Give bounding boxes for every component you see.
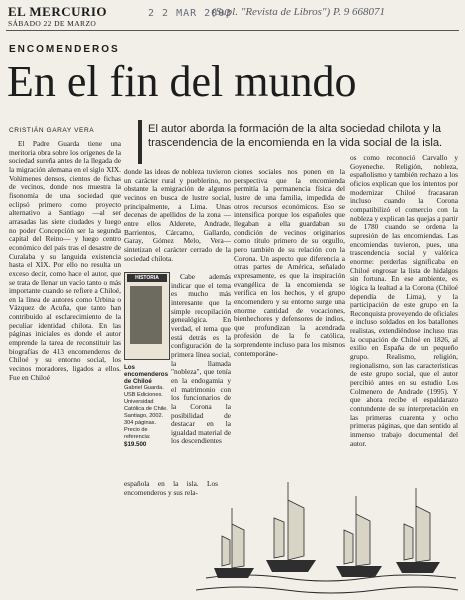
galleons-illustration [196,468,458,600]
section-label: ENCOMENDEROS [9,44,120,55]
masthead-rule [6,30,459,31]
article-column-2b [171,273,231,478]
paragraph: Cabe además indicar que el tema es mucho más interesante que la simple recopilación genealógica. En verdad, el tema que está detrás es la configuración de la primera línea social, la llamada "nobleza", que tenía en la endogamia y el matrimonio con los funcionarios de la Corona la posibilidad de destacar en la igualdad material de los descendientes [171,273,231,446]
book-caption-details: Gabriel Guarda. USB Ediciones. Universidad Católica de Chile. Santiago, 2002. 304 páginas. Precio de referencia: [124,385,168,440]
subhead-bar [138,120,142,164]
headline: En el fin del mundo [7,57,357,106]
book-price: $19.500 [124,441,147,448]
article-column-2 [124,168,231,268]
masthead-name: EL MERCURIO [8,4,108,19]
book-cover-title: HISTORIA [127,274,167,282]
paragraph: os como reconoció Carvallo y Goyeneche. Religión, nobleza, españolismo y también rechazo a los oficios explican que los intentos por modernizar Chiloé fracasaran incluso cuando la Corona compatibilizó el comercio con la nobleza y explican las quejas a partir de 1780 cuando se ordena la supresión de las encomiendas. Las encomiendas tuvieron, pues, una trascendencia social y valórica enorme: perderlas significaba en Chiloé engrosar la lista de hidalgos sin fortuna. En ese ambiente, es lógica la lealtad a la Corona (Chiloé dependía de Lima), y la participación de este grupo en la Reconquista proveyendo de oficiales e incluso soldados en los batallones realistas, extendiéndose incluso tras la ocupación de Chiloé en 1826, al exilio en España de un pequeño grupo. Realismo, religión, regionalismo, son las características de este grupo social, que el autor percibió antes en su estudio Los Colmenero de Andrade (1995). Y que ahora recibe el espaldarazo contundente de su interpretación en las primeras cuarenta y ocho primeras páginas, que dan sentido al inmenso trabajo documental del autor. [350,154,458,448]
subhead: El autor aborda la formación de la alta sociedad chilota y la trascendencia de la encomienda en la vida social de la isla. [148,123,443,149]
paragraph: El Padre Guarda tiene una meritoria obra sobre los orígenes de la sociedad sureña antes de la llegada de la migración alemana en el siglo XIX. Volúmenes densos, cientos de fichas de vecinos, donde nos muestra la fisonomía de una sociedad que eclipsó primero como proyecto alternativo a Santiago —al ser arrasadas las siete ciudades y luego no poder Concepción ser la segunda capital del Reino— y luego centro económico del país tras el desastre de Curalaba y su languida existencia hasta el XIX. Por ello no resulta un exceso decir, como hace el autor, que se trata de llenar un vacío tanto o más importante cuando se refiere a Chiloé, en la línea de autores como Urbina o Vázquez de Acuña, que tanto han contribuido al esclarecimiento de la peculiar identidad chilota. En las páginas iniciales es donde el autor emprende la tarea de reconstituir las biografías de 413 encomenderos de Chiloé y su entorno social, los vecinos moradores, ligados a ellos. Fue en Chiloé [9,140,121,382]
book-caption [124,364,170,448]
paragraph: donde las ideas de nobleza tuvieron un carácter rural y pueblerino, no obstante la emigración de algunos vecinos en busca de lustre social, principalmente, a Lima. Unas decenas de apellidos de la zona —entre ellos Alderete, Andrade, Barrientos, Cárcamo, Gallardo, Garay, Gómez Melo, Vera— sintetizan el carácter cerrado de la sociedad chilota. [124,168,231,263]
article-column-1 [9,140,121,598]
byline: CRISTIÁN GARAY VERA [9,127,95,134]
book-caption-title: Los encomenderos de Chiloé [124,364,169,385]
date-stamp: 2 2 MAR 2003 [148,8,233,19]
paragraph: ciones sociales nos ponen en la perspectiva que la encomienda permitía la permanencia física del lustre de una familia, impedida de otros recursos económicos. Eso se intensifica porque los españoles que llegaban a ella guardaban su condición de vecinos originarios como título primero de su orgullo, pero también de su relación con la Corona. Un aspecto que diferencia a otras partes de América, señalado expresamente, es que la inspiración evangélica de la encomienda se verifica en los hechos, y el grupo encomendero y su entorno surge una enorme cantidad de vocaciones, bienhechores y defensores de indios, que profundizan la acendrada profesión de la fe católica, sorprendente incluso para los mismos contemporáne- [234,168,345,358]
paragraph: española en la isla. Los encomenderos y sus rela- [124,480,218,497]
handwritten-note: (Supl. "Revista de Libros") P. 9 668071 [212,6,386,18]
article-column-3 [234,168,345,478]
book-cover-art [130,286,162,344]
masthead-date: SÁBADO 22 DE MARZO [8,19,97,28]
